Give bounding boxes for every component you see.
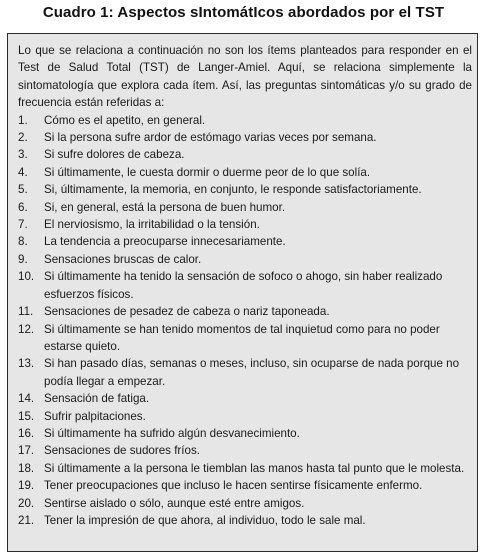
item-text: Sufrir palpitaciones. [44,409,146,423]
item-text: Cómo es el apetito, en general. [44,113,206,127]
item-number: 8. [18,235,28,249]
intro-paragraph: Lo que se relaciona a continuación no son los ítems planteados para responder en el Test de Salud Total (TST) de Langer-Amiel. Aquí, se relaciona simplemente la sintomatología que explora cada ítem. Así, las preguntas sintomáticas y/o su grado de frecuencia están referidas a: [18,44,472,110]
list-item [18,164,472,181]
item-text: El nerviosismo, la irritabilidad o la tensión. [44,218,260,232]
list-item [18,112,472,129]
item-number: 7. [18,218,28,232]
item-number: 15. [18,409,35,423]
item-number: 13. [18,357,35,371]
item-text: Tener preocupaciones que incluso le hacen sentirse físicamente enfermo. [44,479,423,493]
item-number: 5. [18,183,28,197]
item-number: 1. [18,113,28,127]
list-item [18,390,472,407]
list-item [18,233,472,250]
item-number: 18. [18,461,35,475]
item-number: 19. [18,479,35,493]
item-text: Sensaciones de pesadez de cabeza o nariz taponeada. [44,305,330,319]
item-text: Si últimamente, le cuesta dormir o duerme peor de lo que solía. [44,165,371,179]
list-item [18,425,472,442]
list-item [18,268,472,303]
item-text: Si últimamente se han tenido momentos de tal inquietud como para no poder estarse quieto. [44,322,440,353]
item-text: Sensación de fatiga. [44,392,150,406]
list-item [18,408,472,425]
list-item [18,495,472,512]
item-number: 10. [18,270,35,284]
list-item [18,355,472,390]
list-item [18,321,472,356]
item-text: Tener la impresión de que ahora, al individuo, todo le sale mal. [44,513,366,527]
item-text: Si la persona sufre ardor de estómago varias veces por semana. [44,131,377,145]
item-number: 17. [18,444,35,458]
content-box [7,33,478,552]
list-item [18,303,472,320]
item-number: 14. [18,392,35,406]
list-item [18,477,472,494]
item-number: 4. [18,165,28,179]
symptom-list [18,112,472,530]
list-item [18,146,472,163]
list-item [18,216,472,233]
item-text: Si, en general, está la persona de buen humor. [44,200,286,214]
item-number: 16. [18,426,35,440]
item-text: Si sufre dolores de cabeza. [44,148,185,162]
item-number: 12. [18,322,35,336]
list-item [18,460,472,477]
list-item [18,251,472,268]
item-text: Si últimamente ha sufrido algún desvanecimiento. [44,426,300,440]
item-text: Sensaciones bruscas de calor. [44,252,202,266]
item-text: Si últimamente ha tenido la sensación de sofoco o ahogo, sin haber realizado esfuerzos físicos. [44,270,443,301]
list-item [18,129,472,146]
item-number: 6. [18,200,28,214]
item-text: La tendencia a preocuparse innecesariamente. [44,235,286,249]
item-number: 9. [18,252,28,266]
list-item [18,199,472,216]
item-text: Si, últimamente, la memoria, en conjunto, le responde satisfactoriamente. [44,183,422,197]
item-number: 21. [18,513,35,527]
item-number: 2. [18,131,28,145]
list-item [18,442,472,459]
item-number: 20. [18,496,35,510]
item-number: 3. [18,148,28,162]
item-text: Sentirse aislado o sólo, aunque esté entre amigos. [44,496,305,510]
item-text: Si han pasado días, semanas o meses, incluso, sin ocuparse de nada porque no podía llegar a empezar. [44,357,460,388]
item-number: 11. [18,305,34,319]
list-item [18,512,472,529]
item-text: Sensaciones de sudores fríos. [44,444,200,458]
list-item [18,181,472,198]
item-text: Si últimamente a la persona le tiemblan las manos hasta tal punto que le molesta. [44,461,465,475]
table-caption: Cuadro 1: Aspectos sIntomátIcos abordados por el TST [42,4,445,21]
